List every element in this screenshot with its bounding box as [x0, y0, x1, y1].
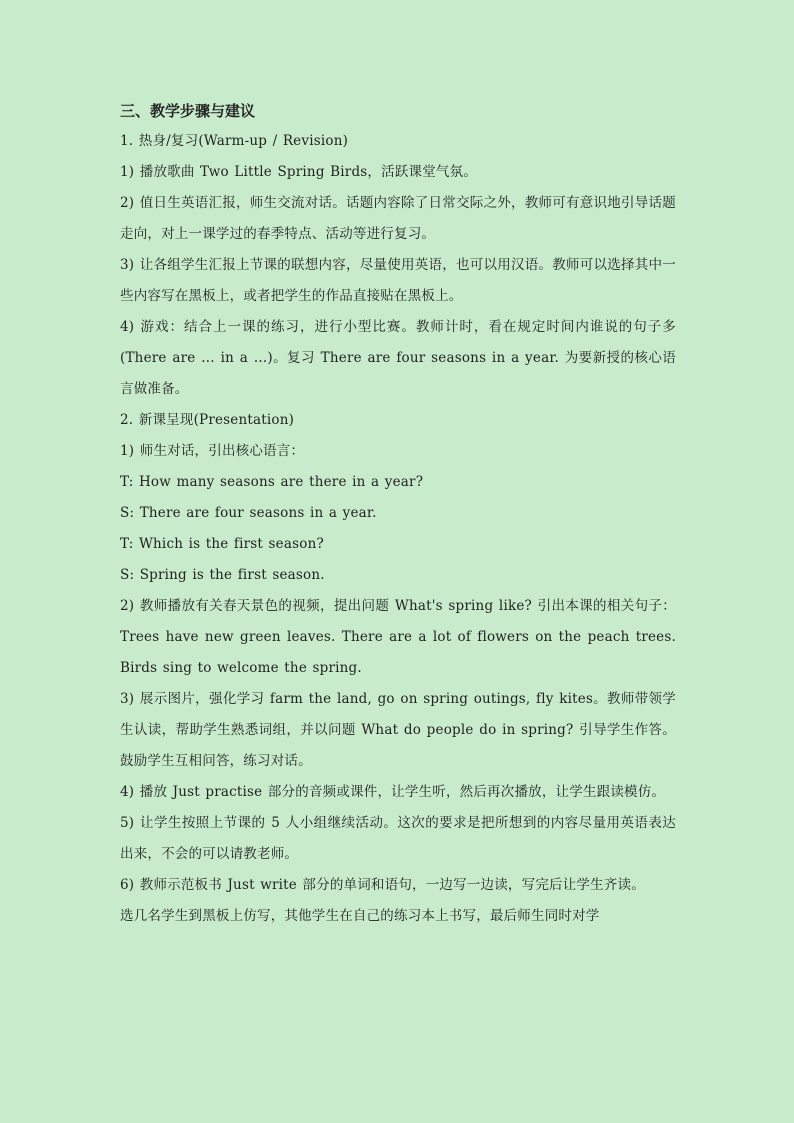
step-2-item-1: 1) 师生对话，引出核心语言：: [120, 443, 305, 459]
step-2-item-4: 4) 播放 Just practise 部分的音频或课件，让学生听，然后再次播放，让学生跟读模仿。: [120, 784, 666, 800]
step-1-item-3: 3) 让各组学生汇报上节课的联想内容，尽量使用英语，也可以用汉语。教师可以选择其中一些内容写在黑板上，或者把学生的作品直接贴在黑板上。: [120, 257, 676, 304]
step-2-heading: 2. 新课呈现(Presentation): [120, 412, 295, 428]
dialogue-line: S: Spring is the first season.: [120, 567, 325, 583]
dialogue-line: T: Which is the first season?: [120, 536, 324, 552]
step-1-item-1: 1) 播放歌曲 Two Little Spring Birds，活跃课堂气氛。: [120, 164, 478, 180]
step-2-item-6: 6) 教师示范板书 Just write 部分的单词和语句，一边写一边读，写完后让学生齐读。: [120, 877, 645, 893]
section-title: 三、教学步骤与建议: [120, 102, 256, 120]
closing-paragraph: 选几名学生到黑板上仿写，其他学生在自己的练习本上书写，最后师生同时对学: [120, 908, 600, 924]
step-1-item-2: 2) 值日生英语汇报，师生交流对话。话题内容除了日常交际之外，教师可有意识地引导话题走向，对上一课学过的春季特点、活动等进行复习。: [120, 195, 676, 242]
step-1-heading: 1. 热身/复习(Warm-up / Revision): [120, 133, 349, 149]
dialogue-line: T: How many seasons are there in a year?: [120, 474, 424, 490]
step-2-item-5: 5) 让学生按照上节课的 5 人小组继续活动。这次的要求是把所想到的内容尽量用英语表达出来，不会的可以请教老师。: [120, 815, 676, 862]
dialogue-line: S: There are four seasons in a year.: [120, 505, 377, 521]
step-2-item-3: 3) 展示图片，强化学习 farm the land, go on spring outings, fly kites。教师带领学生认读，帮助学生熟悉词组，并以问题 What do people do in spring? 引导学生作答。鼓励学生互相问答，练习对话。: [120, 691, 676, 769]
document-page: [120, 96, 676, 932]
step-1-item-4: 4) 游戏：结合上一课的练习，进行小型比赛。教师计时，看在规定时间内谁说的句子多(There are … in a …)。复习 There are four seasons in a year. 为要新授的核心语言做准备。: [120, 319, 676, 397]
step-2-item-2: 2) 教师播放有关春天景色的视频，提出问题 What's spring like? 引出本课的相关句子：Trees have new green leaves. There are a lot of flowers on the peach trees. Birds sing to welcome the spring.: [120, 598, 676, 676]
